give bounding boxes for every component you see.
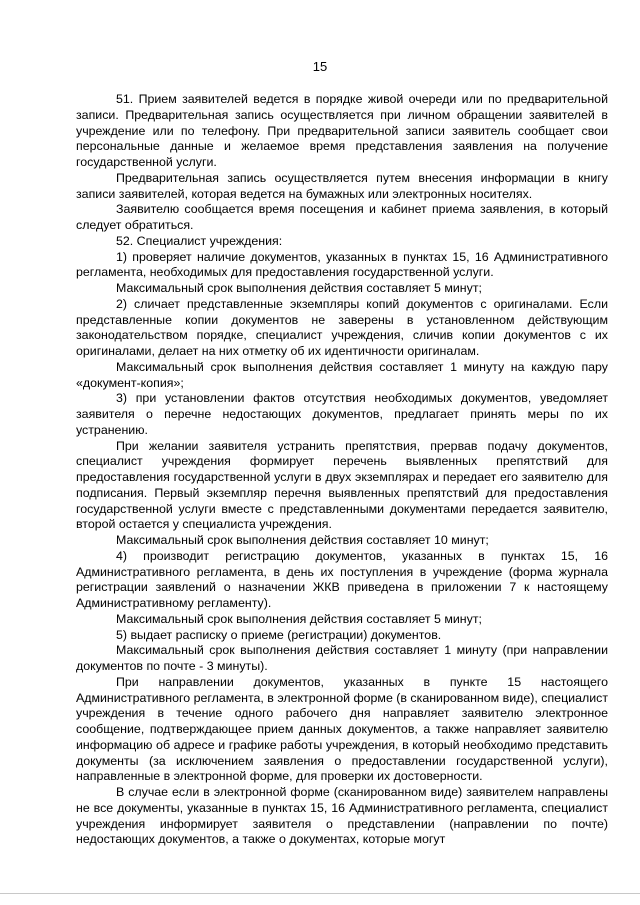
paragraph-51-intro: 51. Прием заявителей ведется в порядке живой очереди или по предварительной записи. Предварительная запись осуществляется при личном обращении заявителей в учреждение или по телефону. При предварительной записи заявитель сообщает свои персональные данные и желаемое время представления заявления на получение государственной услуги. [76,92,608,169]
paragraph-52-heading: 52. Специалист учреждения: [116,233,283,248]
paragraph-obstacles: При желании заявителя устранить препятствия, прервав подачу документов, специалист учреждения формирует перечень выявленных препятствий для предоставления государственной услуги в двух экземплярах и передает его заявителю для подписания. Первый экземпляр перечня выявленных препятствий для предоставления государственной услуги вместе с представленными документами передается заявителю, второй остается у специалиста учреждения. [76,438,608,532]
paragraph-max-time-5: Максимальный срок выполнения действия составляет 1 минуту (при направлении документов по почте - 3 минуты). [76,643,608,673]
paragraph-max-time-4: Максимальный срок выполнения действия составляет 5 минут; [116,611,482,626]
paragraph-max-time-3: Максимальный срок выполнения действия составляет 10 минут; [116,533,489,547]
paragraph-item-3: 3) при установлении фактов отсутствия необходимых документов, уведомляет заявителя о перечне недостающих документов, предлагает принять меры по их устранению. [76,391,608,437]
scan-bottom-edge [0,893,640,894]
paragraph-preliminary-record: Предварительная запись осуществляется путем внесения информации в книгу записи заявителей, которая ведется на бумажных или электронных носителях. [76,170,608,201]
paragraph-item-4: 4) производит регистрацию документов, указанных в пунктах 15, 16 Административного регламента, в день их поступления в учреждение (форма журнала регистрации заявлений о назначении ЖКВ приведена в приложении 7 к настоящему Административному регламенту). [76,548,608,610]
document-body [76,92,608,848]
paragraph-incomplete-documents: В случае если в электронной форме (сканированном виде) заявителем направлены не все документы, указанные в пунктах 15, 16 Административного регламента, специалист учреждения информирует заявителя о представлении (направлении по почте) недостающих документов, а также о документах, которые могут [76,785,608,847]
paragraph-electronic-submission: При направлении документов, указанных в пункте 15 настоящего Административного регламента, в электронной форме (в сканированном виде), специалист учреждения в течение одного рабочего дня направляет заявителю электронное сообщение, подтверждающее прием данных документов, а также направляет заявителю информацию об адресе и графике работы учреждения, в который необходимо представить документы (за исключением заявления о предоставлении государственной услуги), направленные в электронной форме, для проверки их достоверности. [76,674,608,784]
paragraph-max-time-2: Максимальный срок выполнения действия составляет 1 минуту на каждую пару «документ-копия»; [76,359,608,390]
paragraph-max-time-1: Максимальный срок выполнения действия составляет 5 минут; [116,281,482,295]
paragraph-item-2: 2) сличает представленные экземпляры копий документов с оригиналами. Если представленные копии документов не заверены в установленном действующим законодательством порядке, специалист учреждения, сличив копии документов с их оригиналами, делает на них отметку об их идентичности оригиналам. [76,296,608,358]
paragraph-item-1: 1) проверяет наличие документов, указанных в пунктах 15, 16 Административного регламента, необходимых для предоставления государственной услуги. [76,249,608,280]
paragraph-visit-time: Заявителю сообщается время посещения и кабинет приема заявления, в который следует обратиться. [76,202,608,232]
page-number: 15 [312,59,328,74]
paragraph-item-5: 5) выдает расписку о приеме (регистрации) документов. [116,627,442,642]
